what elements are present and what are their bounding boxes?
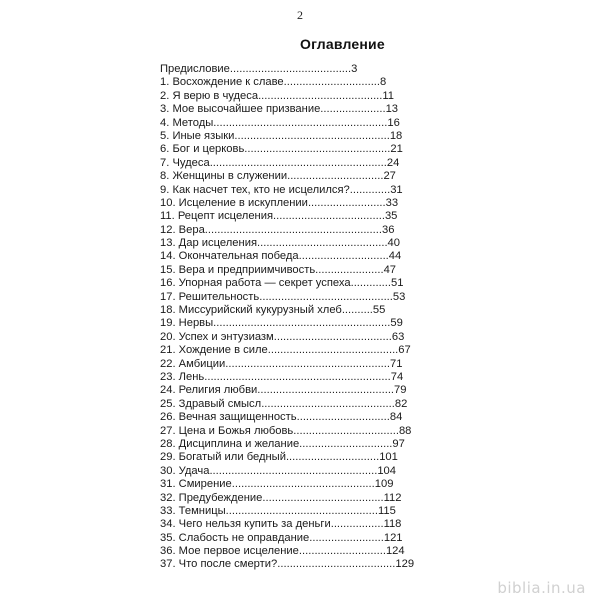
- toc-entry: [160, 304, 412, 317]
- toc-entry-title: 3. Мое высочайшее призвание: [160, 103, 321, 116]
- toc-page-number: 40: [387, 237, 400, 250]
- toc-page-number: 16: [387, 116, 400, 129]
- toc-dot-leader: ...........................................: [261, 397, 395, 410]
- toc-entry: [160, 143, 412, 156]
- toc-dot-leader: ..............................: [296, 411, 390, 424]
- toc-dot-leader: ......................................................: [209, 464, 378, 477]
- toc-entry: [160, 157, 412, 170]
- toc-entry: [160, 63, 412, 76]
- toc-entry-title: 13. Дар исцеления: [160, 237, 257, 250]
- toc-entry-title: 14. Окончательная победа: [160, 250, 299, 263]
- toc-entry: [160, 264, 412, 277]
- toc-dot-leader: .....................................................: [225, 357, 391, 370]
- toc-entry: [160, 358, 412, 371]
- toc-page-number: 84: [389, 411, 403, 424]
- toc-dot-leader: ......................................: [273, 330, 392, 343]
- toc-page-number: 104: [377, 464, 396, 477]
- toc-entry: [160, 505, 412, 518]
- toc-page-number: 63: [391, 330, 405, 343]
- toc-entry-title: 29. Богатый или бедный: [160, 451, 286, 464]
- toc-dot-leader: ........................: [309, 531, 384, 544]
- toc-entry: [160, 76, 412, 89]
- toc-dot-leader: ......................................: [277, 558, 396, 571]
- toc-page-number: 53: [392, 290, 406, 303]
- toc-entry: [160, 425, 412, 438]
- toc-entry: [160, 210, 412, 223]
- toc-entry: [160, 411, 412, 424]
- toc-page-number: 3: [351, 63, 358, 75]
- toc-dot-leader: .............................: [298, 250, 389, 263]
- toc-entry-title: 34. Чего нельзя купить за деньги: [160, 518, 331, 531]
- toc-entry: [160, 117, 412, 130]
- toc-page-number: 101: [379, 451, 398, 464]
- toc-entry: [160, 465, 412, 478]
- toc-entry-title: 4. Методы: [160, 116, 214, 129]
- toc-dot-leader: .........................: [307, 196, 386, 209]
- toc-entry-title: 26. Вечная защищенность: [160, 411, 297, 424]
- toc-entry-title: 8. Женщины в служении: [160, 170, 288, 183]
- toc-dot-leader: .................................................: [225, 504, 378, 517]
- toc-entry-title: 12. Вера: [160, 223, 205, 236]
- toc-dot-leader: ........................................: [258, 89, 383, 102]
- toc-entry: [160, 371, 412, 384]
- toc-dot-leader: .........................................................: [204, 223, 382, 236]
- toc-entry: [160, 184, 412, 197]
- toc-page-number: 47: [383, 263, 397, 276]
- page-number: 2: [297, 8, 303, 22]
- toc-page-number: 35: [384, 210, 398, 223]
- toc-dot-leader: ..........................................: [267, 344, 399, 357]
- toc-entry-title: Предисловие: [160, 63, 230, 75]
- toc-entry: [160, 277, 412, 290]
- toc-page-number: 21: [390, 143, 403, 156]
- toc-dot-leader: ...............................: [287, 170, 384, 183]
- toc-dot-leader: ..............................................: [231, 478, 375, 491]
- toc-dot-leader: ......................: [315, 263, 384, 276]
- toc-page-number: 79: [394, 384, 407, 397]
- toc-dot-leader: .......................................: [262, 491, 384, 504]
- toc-entry: [160, 250, 412, 263]
- toc-dot-leader: .........................................................: [213, 317, 391, 330]
- toc-entry: [160, 398, 412, 411]
- toc-entry-title: 27. Цена и Божья любовь: [160, 424, 294, 437]
- toc-page-number: 44: [388, 250, 402, 263]
- toc-entry: [160, 237, 412, 250]
- toc-entry: [160, 170, 412, 183]
- toc-page-number: 24: [386, 156, 400, 169]
- toc-dot-leader: ............................................: [257, 384, 395, 397]
- toc-dot-leader: ..........................................: [257, 237, 388, 250]
- toc-page-number: 74: [390, 370, 404, 383]
- toc-page-number: 129: [395, 558, 415, 571]
- toc-entry: [160, 103, 412, 116]
- toc-entry-title: 15. Вера и предприимчивость: [160, 263, 316, 276]
- toc-entry-title: 22. Амбиции: [160, 357, 226, 370]
- toc-dot-leader: .............: [350, 277, 392, 290]
- toc-page-number: 112: [383, 491, 402, 504]
- toc-entry-title: 23. Лень: [160, 370, 205, 383]
- toc-entry: [160, 317, 412, 330]
- toc-page-number: 88: [398, 424, 412, 437]
- toc-entry-title: 7. Чудеса: [160, 156, 210, 169]
- toc-dot-leader: ........................................................: [213, 116, 388, 129]
- toc-page-number: 33: [385, 196, 399, 209]
- toc-entry-title: 9. Как насчет тех, кто не исцелился?: [160, 183, 350, 196]
- toc-entry-title: 17. Решительность: [160, 290, 260, 303]
- toc-entry: [160, 344, 412, 357]
- toc-dot-leader: .........................................................: [209, 156, 387, 169]
- toc-dot-leader: .................: [330, 518, 384, 531]
- toc-entry-title: 24. Религия любви: [160, 384, 258, 397]
- toc-entry: [160, 384, 412, 397]
- toc-entry-title: 30. Удача: [160, 464, 210, 477]
- toc-entry: [160, 90, 412, 103]
- watermark: biblia.in.ua: [497, 579, 586, 597]
- toc-entry: [160, 331, 412, 344]
- toc-entry: [160, 478, 412, 491]
- toc-page-number: 55: [372, 304, 386, 317]
- toc-dot-leader: ....................................: [273, 210, 385, 223]
- toc-page-number: 11: [382, 89, 395, 102]
- toc-page-number: 36: [381, 223, 395, 236]
- toc-page-number: 27: [383, 170, 396, 183]
- toc-entry: [160, 451, 412, 464]
- toc-page-number: 97: [392, 437, 405, 450]
- toc-dot-leader: ..................................................: [234, 129, 390, 142]
- toc-dot-leader: ............................: [298, 545, 386, 558]
- toc-entry-title: 10. Исцеление в искуплении: [160, 196, 308, 209]
- toc-entry-title: 21. Хождение в силе: [160, 344, 268, 357]
- toc-entry: [160, 492, 412, 505]
- toc-dot-leader: ...............................................: [244, 143, 391, 156]
- toc-entry-title: 5. Иные языки: [160, 129, 235, 142]
- toc-entry-title: 2. Я верю в чудеса: [160, 89, 259, 102]
- toc-page-number: 71: [390, 357, 403, 370]
- toc-page-number: 82: [394, 397, 408, 410]
- toc-entry-title: 16. Упорная работа — секрет успеха: [160, 277, 351, 290]
- toc-dot-leader: ..........: [341, 304, 373, 317]
- toc-entry-title: 35. Слабость не оправдание: [160, 531, 310, 544]
- toc-dot-leader: .......................................: [229, 63, 352, 75]
- toc-entry: [160, 518, 412, 531]
- toc-entry-title: 1. Восхождение к славе: [160, 76, 284, 89]
- toc-entry-title: 20. Успех и энтузиазм: [160, 330, 274, 343]
- toc-entry-title: 11. Рецепт исцеления: [160, 210, 274, 223]
- toc-entry: [160, 197, 412, 210]
- toc-entry-title: 36. Мое первое исцеление: [160, 545, 299, 558]
- toc-entry-title: 6. Бог и церковь: [160, 143, 245, 156]
- toc-entry-title: 33. Темницы: [160, 504, 226, 517]
- toc-entry-title: 32. Предубеждение: [160, 491, 263, 504]
- table-of-contents: [160, 63, 415, 572]
- toc-page-number: 121: [383, 531, 403, 544]
- toc-entry: [160, 130, 412, 143]
- toc-entry-title: 31. Смирение: [160, 478, 232, 491]
- toc-entry-title: 25. Здравый смысл: [160, 397, 262, 410]
- toc-entry: [160, 532, 412, 545]
- toc-dot-leader: ..................................: [293, 424, 399, 437]
- toc-entry-title: 28. Дисциплина и желание: [160, 437, 300, 450]
- toc-entry-title: 19. Нервы: [160, 317, 214, 330]
- toc-page-number: 18: [389, 129, 403, 142]
- toc-page-number: 51: [391, 277, 404, 290]
- toc-dot-leader: ..............................: [285, 451, 380, 464]
- toc-entry-title: 37. Что после смерти?: [160, 558, 278, 571]
- toc-dot-leader: ...........................................: [259, 290, 393, 303]
- toc-entry: [160, 438, 412, 451]
- toc-entry-title: 18. Миссурийский кукурузный хлеб: [160, 304, 342, 317]
- toc-page-number: 124: [385, 545, 405, 558]
- page-title: Оглавление: [300, 36, 385, 52]
- toc-dot-leader: ............................................................: [204, 370, 391, 383]
- toc-page-number: 31: [390, 183, 403, 196]
- toc-page-number: 109: [374, 478, 394, 491]
- toc-page-number: 118: [383, 518, 402, 531]
- toc-entry: [160, 545, 412, 558]
- toc-page-number: 115: [377, 504, 396, 517]
- toc-page-number: 13: [385, 103, 399, 116]
- toc-entry: [160, 291, 412, 304]
- toc-page-number: 8: [380, 76, 387, 89]
- toc-entry: [160, 224, 412, 237]
- toc-dot-leader: .....................: [320, 103, 386, 116]
- toc-dot-leader: ..............................: [299, 437, 393, 450]
- toc-dot-leader: ...............................: [283, 76, 381, 89]
- toc-page-number: 59: [390, 317, 403, 330]
- toc-dot-leader: .............: [349, 183, 391, 196]
- toc-entry: [160, 558, 415, 571]
- toc-page-number: 67: [398, 344, 411, 357]
